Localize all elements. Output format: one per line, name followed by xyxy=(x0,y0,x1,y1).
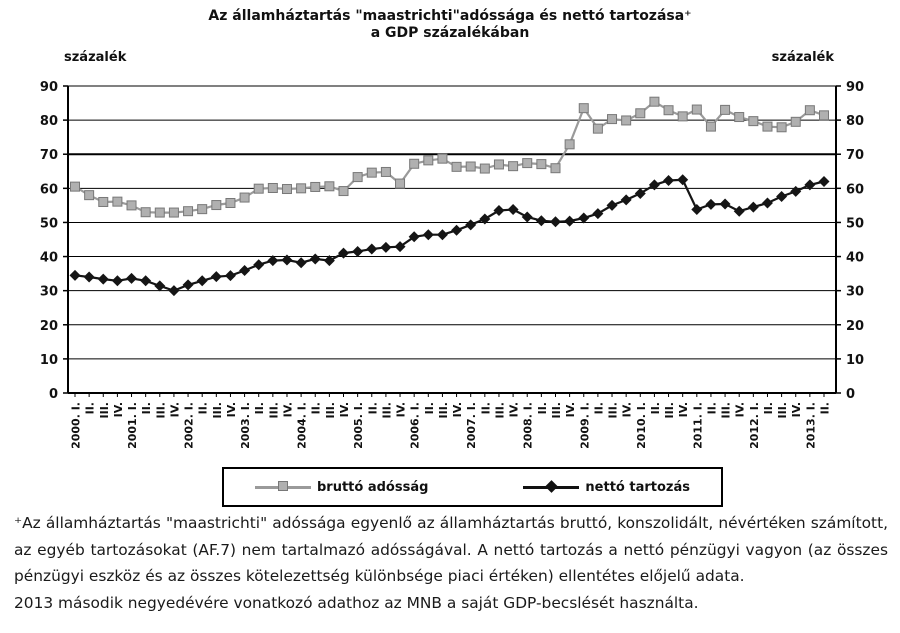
svg-text:II.: II. xyxy=(253,402,267,415)
svg-text:2013. I.: 2013. I. xyxy=(804,402,818,449)
svg-text:IV.: IV. xyxy=(451,402,465,418)
svg-text:2005. I.: 2005. I. xyxy=(352,402,366,449)
svg-text:IV.: IV. xyxy=(507,402,521,418)
svg-text:2010. I.: 2010. I. xyxy=(634,402,648,449)
gross-debt-line-marker-icon xyxy=(255,482,311,492)
svg-text:10: 10 xyxy=(846,352,865,368)
svg-text:III.: III. xyxy=(493,402,507,419)
svg-text:IV.: IV. xyxy=(394,402,408,418)
svg-text:III.: III. xyxy=(323,402,337,419)
svg-text:10: 10 xyxy=(39,352,58,368)
svg-text:II.: II. xyxy=(83,402,97,415)
svg-text:IV.: IV. xyxy=(281,402,295,418)
svg-text:40: 40 xyxy=(39,250,58,266)
svg-text:II.: II. xyxy=(761,402,775,415)
svg-text:II.: II. xyxy=(535,402,549,415)
svg-text:2002. I.: 2002. I. xyxy=(182,402,196,449)
svg-text:40: 40 xyxy=(846,250,865,266)
svg-text:II.: II. xyxy=(422,402,436,415)
net-debt-line-marker-icon xyxy=(523,482,579,492)
svg-text:III.: III. xyxy=(719,402,733,419)
svg-text:II.: II. xyxy=(479,402,493,415)
svg-text:2011. I.: 2011. I. xyxy=(691,402,705,449)
svg-text:IV.: IV. xyxy=(564,402,578,418)
svg-text:II.: II. xyxy=(818,402,832,415)
svg-text:III.: III. xyxy=(549,402,563,419)
svg-text:III.: III. xyxy=(210,402,224,419)
svg-text:70: 70 xyxy=(846,148,865,164)
svg-text:20: 20 xyxy=(846,318,865,334)
legend-label-gross-debt: bruttó adósság xyxy=(317,479,429,495)
svg-text:IV.: IV. xyxy=(733,402,747,418)
svg-text:2009. I.: 2009. I. xyxy=(578,402,592,449)
footnote-definition: ⁺Az államháztartás "maastrichti" adóssága egyenlő az államháztartás bruttó, konszolidált, névértéken számított, az egyéb tartozásokat (AF.7) nem tartalmazó adósságával. A nettó tartozás a nettó pénzügyi vagyon (az összes pénzügyi eszköz és az összes kötelezettség különbsége piaci értéken) ellentétes előjelű adata. xyxy=(14,514,888,585)
svg-text:II.: II. xyxy=(309,402,323,415)
svg-text:III.: III. xyxy=(776,402,790,419)
svg-text:IV.: IV. xyxy=(677,402,691,418)
svg-text:III.: III. xyxy=(267,402,281,419)
legend-item-gross-debt xyxy=(255,480,428,495)
svg-text:2008. I.: 2008. I. xyxy=(521,402,535,449)
svg-text:III.: III. xyxy=(154,402,168,419)
svg-text:50: 50 xyxy=(846,216,865,232)
svg-text:II.: II. xyxy=(648,402,662,415)
svg-text:90: 90 xyxy=(39,80,58,95)
svg-text:60: 60 xyxy=(39,182,58,198)
svg-text:II.: II. xyxy=(140,402,154,415)
svg-text:2003. I.: 2003. I. xyxy=(239,402,253,449)
svg-text:30: 30 xyxy=(39,284,58,300)
svg-text:80: 80 xyxy=(39,114,58,130)
legend-label-net-debt: nettó tartozás xyxy=(585,479,690,495)
svg-text:30: 30 xyxy=(846,284,865,300)
svg-text:2004. I.: 2004. I. xyxy=(295,402,309,449)
svg-text:III.: III. xyxy=(436,402,450,419)
y-axis-unit-left: százalék xyxy=(64,50,127,65)
svg-text:2000. I.: 2000. I. xyxy=(69,402,83,449)
svg-text:IV.: IV. xyxy=(168,402,182,418)
svg-text:IV.: IV. xyxy=(224,402,238,418)
svg-text:IV.: IV. xyxy=(790,402,804,418)
svg-text:2001. I.: 2001. I. xyxy=(126,402,140,449)
footnotes xyxy=(14,510,888,616)
svg-text:50: 50 xyxy=(39,216,58,232)
chart-legend xyxy=(222,467,723,507)
svg-text:II.: II. xyxy=(366,402,380,415)
svg-text:90: 90 xyxy=(846,80,865,95)
svg-text:0: 0 xyxy=(846,387,856,402)
svg-text:2012. I.: 2012. I. xyxy=(747,402,761,449)
svg-text:III.: III. xyxy=(663,402,677,419)
svg-text:2006. I.: 2006. I. xyxy=(408,402,422,449)
y-axis-unit-right: százalék xyxy=(771,50,834,65)
svg-text:II.: II. xyxy=(592,402,606,415)
svg-text:2007. I.: 2007. I. xyxy=(465,402,479,449)
svg-text:80: 80 xyxy=(846,114,865,130)
svg-text:70: 70 xyxy=(39,148,58,164)
svg-text:0: 0 xyxy=(48,387,58,402)
svg-text:20: 20 xyxy=(39,318,58,334)
svg-text:II.: II. xyxy=(705,402,719,415)
svg-text:IV.: IV. xyxy=(338,402,352,418)
svg-text:60: 60 xyxy=(846,182,865,198)
chart-title-line2: a GDP százalékában xyxy=(370,25,530,41)
legend-item-net-debt xyxy=(523,480,690,495)
svg-text:III.: III. xyxy=(606,402,620,419)
svg-text:IV.: IV. xyxy=(620,402,634,418)
svg-text:II.: II. xyxy=(196,402,210,415)
svg-text:III.: III. xyxy=(380,402,394,419)
footnote-gdp-estimate: 2013 második negyedévére vonatkozó adathoz az MNB a saját GDP-becslését használta. xyxy=(14,593,699,612)
chart-title-line1: Az államháztartás "maastrichti"adóssága és nettó tartozása⁺ xyxy=(208,8,692,24)
svg-text:III.: III. xyxy=(97,402,111,419)
svg-text:IV.: IV. xyxy=(111,402,125,418)
